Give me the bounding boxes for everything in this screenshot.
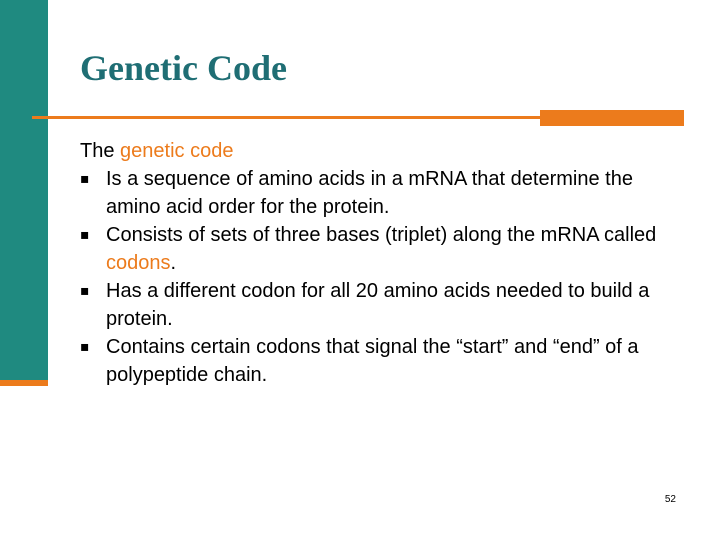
lead-prefix: The [80, 140, 121, 162]
bullet-text: Has a different codon for all 20 amino acids needed to build a protein. [106, 280, 650, 330]
square-bullet-icon: ▪ [80, 227, 90, 243]
title-divider-accent [540, 110, 684, 126]
bullet-list [80, 165, 680, 389]
bullet-highlight: codons [106, 252, 171, 274]
side-accent-bar [0, 0, 48, 385]
lead-line [80, 137, 680, 165]
square-bullet-icon: ▪ [80, 283, 90, 299]
list-item [80, 333, 680, 389]
square-bullet-icon: ▪ [80, 171, 90, 187]
side-accent-strip [0, 380, 48, 386]
bullet-text: Consists of sets of three bases (triplet) along the mRNA called [106, 224, 657, 246]
lead-highlight: genetic code [120, 140, 234, 162]
slide-title: Genetic Code [80, 48, 287, 88]
bullet-suffix: . [170, 252, 177, 274]
list-item [80, 277, 680, 333]
bullet-text: Contains certain codons that signal the “start” and “end” of a polypeptide chain. [106, 336, 639, 386]
title-divider [32, 116, 540, 119]
bullet-text: Is a sequence of amino acids in a mRNA that determine the amino acid order for the protein. [106, 168, 633, 218]
slide-body [80, 137, 680, 389]
list-item [80, 221, 680, 277]
list-item [80, 165, 680, 221]
page-number: 52 [664, 494, 676, 505]
square-bullet-icon: ▪ [80, 339, 90, 355]
